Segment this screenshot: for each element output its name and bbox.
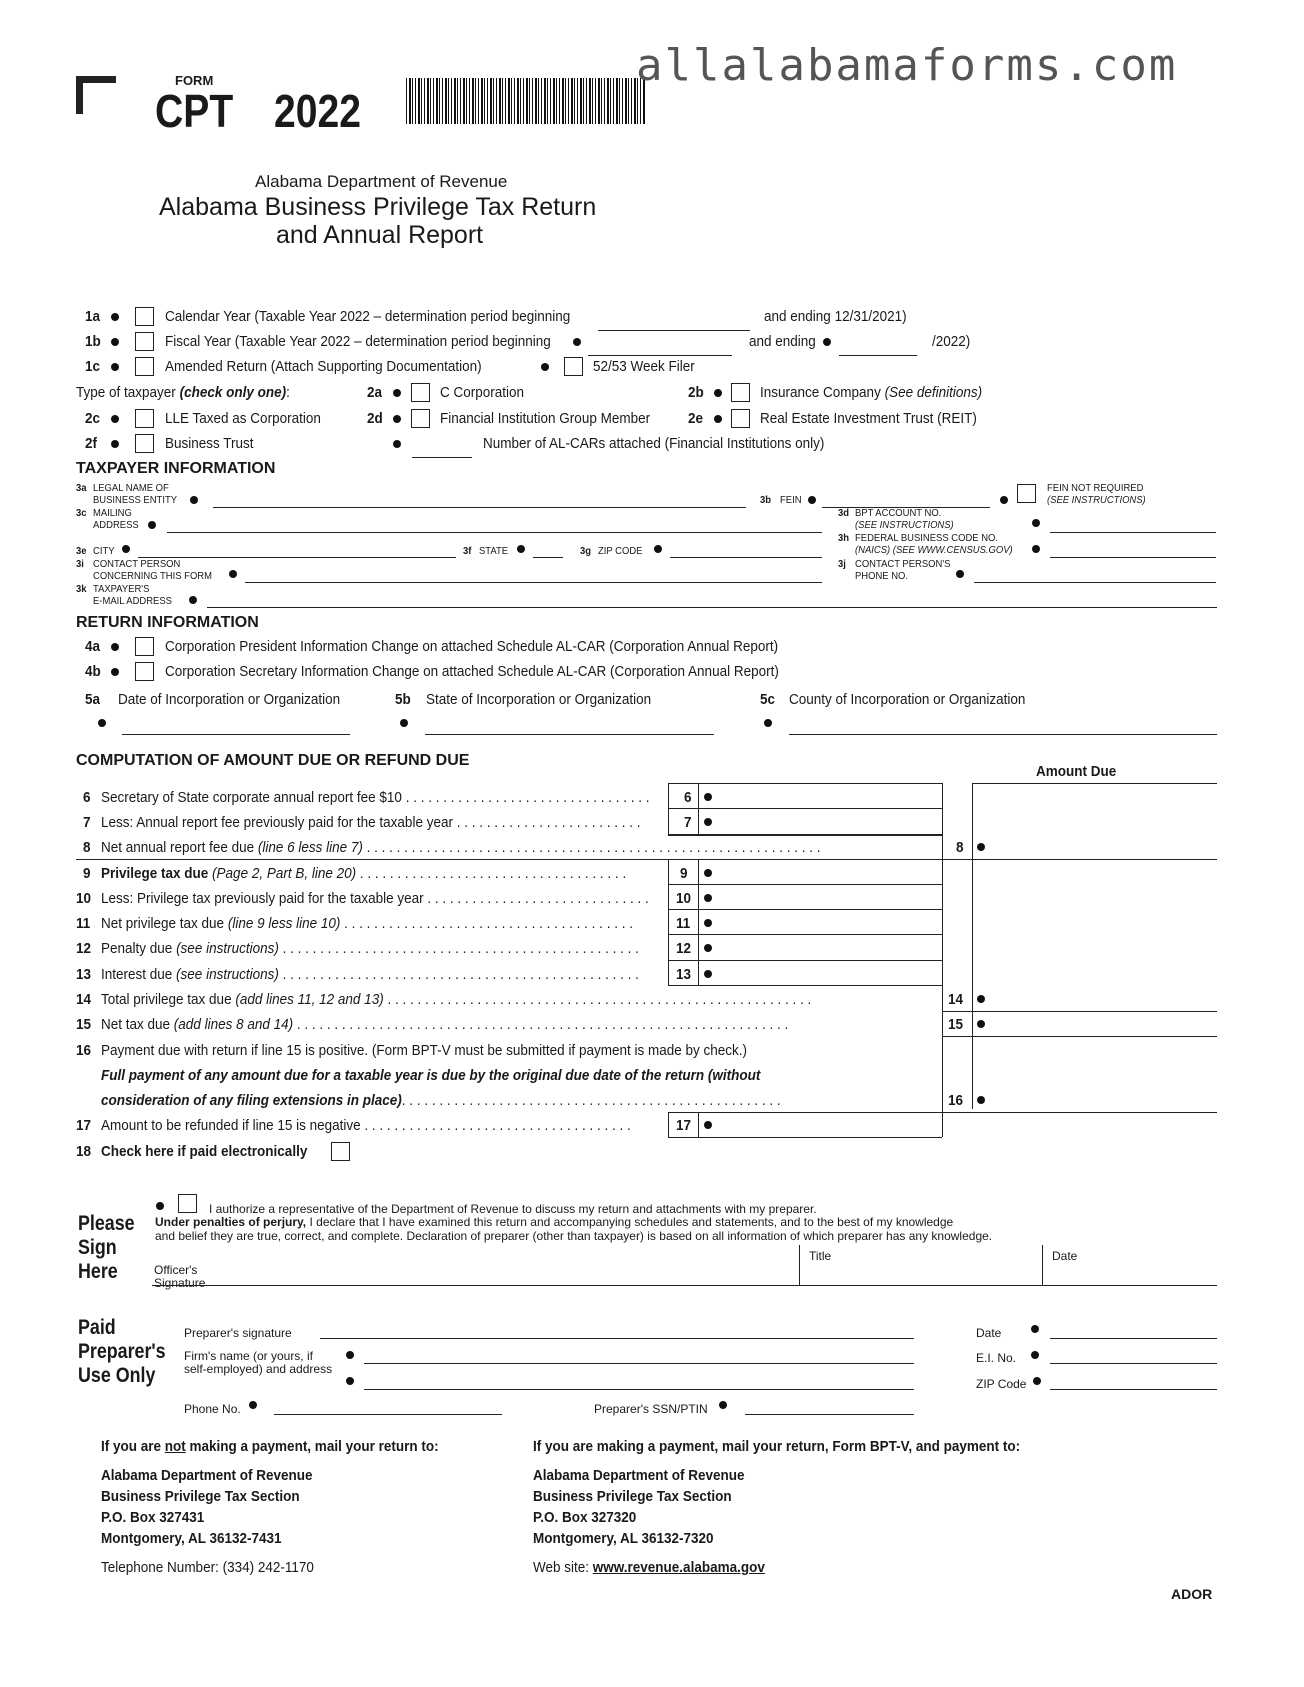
line-3d-label: 3d [838,507,850,519]
line-6-text: Secretary of State corporate annual report fee $10 . . . . . . . . . . . . . . . . . . . . . . . . . . . . . . . . . [101,789,650,806]
bullet [111,415,119,423]
bullet [704,1121,712,1129]
bullet [111,363,119,371]
preparer-sig-label: Preparer's signature [184,1326,292,1340]
line-9-amount-field[interactable] [716,860,940,883]
line-15-box-num: 15 [948,1016,964,1033]
line-16-text: Payment due with return if line 15 is positive. (Form BPT-V must be submitted if payment is made by check.) [101,1042,748,1059]
legal-name-label-2: BUSINESS ENTITY [93,494,178,506]
amended-return-checkbox[interactable] [135,357,154,376]
bullet [764,719,772,727]
email-label-2: E-MAIL ADDRESS [93,595,172,607]
line-2e-label: 2e [688,410,704,427]
bullet [400,719,408,727]
preparer-phone-label: Phone No. [184,1402,241,1416]
use-only-label: Use Only [78,1364,156,1387]
sign-label: Sign [78,1236,117,1259]
telephone-number: Telephone Number: (334) 242-1170 [101,1559,314,1576]
bullet [393,440,401,448]
table-rule [668,783,669,836]
form-code: CPT [155,85,234,137]
watermark: allalabamaforms.com [636,40,1178,91]
title-label: Title [809,1249,832,1263]
firm-label [184,1350,332,1376]
reit-text: Real Estate Investment Trust (REIT) [760,410,977,427]
web-site: Web site: www.revenue.alabama.gov [533,1559,765,1576]
financial-institution-text: Financial Institution Group Member [440,410,651,427]
line-8-box-num: 8 [956,839,964,856]
table-rule [942,1036,1217,1037]
return-info-heading: RETURN INFORMATION [76,614,259,631]
bullet [1000,496,1008,504]
line-12-num: 12 [76,940,92,957]
line-3i-label: 3i [76,558,84,570]
line-9-num: 9 [83,865,91,882]
line-12-text: Penalty due (see instructions) . . . . . . . . . . . . . . . . . . . . . . . . . . . . . . . . . . . . . . . . . . . . . . . . [101,940,639,957]
bullet [704,818,712,826]
no-payment-heading: If you are not making a payment, mail your return to: [101,1438,439,1455]
line-10-num: 10 [76,890,92,907]
please-sign-here [78,1212,135,1284]
bullet [1033,1377,1041,1385]
firm-label-2: self-employed) and address [184,1362,333,1376]
email-field[interactable] [207,607,1217,608]
fein-not-required-2: (SEE INSTRUCTIONS) [1047,494,1146,506]
preparer-zip-field[interactable] [1050,1389,1217,1390]
line-2a-label: 2a [367,384,383,401]
table-rule [972,783,973,1109]
bullet [704,970,712,978]
bullet [977,1096,985,1104]
mailing-address-field[interactable] [167,532,822,533]
preparer-date-label: Date [976,1326,1002,1340]
week-filer-checkbox[interactable] [564,357,583,376]
bullet [1031,1325,1039,1333]
fiscal-year-text: Fiscal Year (Taxable Year 2022 – determination period beginning [165,333,551,350]
authorize-preparer-checkbox[interactable] [178,1194,197,1213]
sign-line [152,1285,1217,1286]
table-rule [698,1112,699,1137]
insurance-company-text: Insurance Company (See definitions) [760,384,983,401]
contact-phone-field[interactable] [974,582,1216,583]
ein-label: E.I. No. [976,1351,1017,1365]
line-15-amount-field[interactable] [990,1012,1216,1035]
line-8-num: 8 [83,839,91,856]
email-label-1: TAXPAYER'S [93,583,150,595]
line-12-box-num: 12 [676,940,692,957]
preparer-sig-field[interactable] [320,1338,914,1339]
contact-field[interactable] [245,582,822,583]
address-line: P.O. Box 327320 [533,1509,637,1526]
city-field[interactable] [138,557,456,558]
bullet [956,570,964,578]
business-trust-text: Business Trust [165,435,254,452]
incorporation-state-label: State of Incorporation or Organization [426,691,652,708]
bpt-account-label-2: (SEE INSTRUCTIONS) [855,519,954,531]
bullet [111,440,119,448]
sign-date-label: Date [1052,1249,1078,1263]
perjury-text-2: and belief they are true, correct, and complete. Declaration of preparer (other than taxpayer) is based on all information of which preparer has any knowledge. [155,1229,993,1243]
form-year: 2022 [274,85,361,137]
line-5a-label: 5a [85,691,101,708]
line-10-box-num: 10 [676,890,692,907]
fein-not-required-checkbox[interactable] [1017,484,1036,503]
table-rule [698,783,699,836]
line-3h-label: 3h [838,532,850,544]
taxpayer-type-intro: Type of taxpayer (check only one): [76,384,290,401]
line-3a-label: 3a [76,482,87,494]
line-16-note-1: Full payment of any amount due for a taxable year is due by the original due date of the return (without [101,1067,761,1084]
line-11-num: 11 [76,915,91,932]
preparers-label: Preparer's [78,1340,166,1363]
firm-address-field[interactable] [364,1389,914,1390]
line-4b-label: 4b [85,663,101,680]
line-13-num: 13 [76,966,92,983]
reit-checkbox[interactable] [731,409,750,428]
preparer-zip-label: ZIP Code [976,1377,1027,1391]
incorporation-county-label: County of Incorporation or Organization [789,691,1026,708]
line-5b-label: 5b [395,691,411,708]
bullet [719,1401,727,1409]
bullet [517,545,525,553]
fiscal-begin-field[interactable] [588,355,732,356]
line-3c-label: 3c [76,507,87,519]
fiscal-year-checkbox[interactable] [135,332,154,351]
title-field[interactable] [802,1262,1040,1284]
officer-label-2: Signature [154,1276,206,1290]
please-label: Please [78,1212,135,1235]
line-17-text: Amount to be refunded if line 15 is negative . . . . . . . . . . . . . . . . . . . . . . . . . . . . . . . . . . . . [101,1117,631,1134]
bullet [1031,1351,1039,1359]
alcar-count-text: Number of AL-CARs attached (Financial Institutions only) [483,435,825,452]
line-6-amount-field[interactable] [716,784,940,807]
line-14-num: 14 [76,991,92,1008]
amended-return-text: Amended Return (Attach Supporting Documentation) [165,358,482,375]
line-8-text: Net annual report fee due (line 6 less line 7) . . . . . . . . . . . . . . . . . . . . . . . . . . . . . . . . . . . . . . . . . . . . . . . . . . . . . . . . . . . . . [101,839,821,856]
web-site-link[interactable]: www.revenue.alabama.gov [592,1559,765,1576]
line-12-amount-field[interactable] [716,935,940,958]
table-rule [668,859,669,986]
bullet [393,415,401,423]
bullet [714,415,722,423]
firm-label-1: Firm's name (or yours, if [184,1349,313,1363]
bullet [808,496,816,504]
contact-phone-label-2: PHONE NO. [855,570,909,582]
amount-due-heading: Amount Due [1036,763,1117,780]
c-corporation-text: C Corporation [440,384,525,401]
line-11-amount-field[interactable] [716,910,940,933]
line-13-amount-field[interactable] [716,961,940,984]
fiscal-end-field[interactable] [839,355,917,356]
line-2b-label: 2b [688,384,704,401]
week-filer-text: 52/53 Week Filer [593,358,695,375]
line-9-box-num: 9 [680,865,688,882]
line-17-box-num: 17 [676,1117,692,1134]
fiscal-year-suffix: /2022) [932,333,971,350]
period-begin-field[interactable] [598,330,750,331]
table-rule [942,783,943,1137]
form-label: FORM [175,73,214,88]
state-label: STATE [479,545,509,557]
computation-heading: COMPUTATION OF AMOUNT DUE OR REFUND DUE [76,752,470,769]
line-16-note-2: consideration of any filing extensions in place). . . . . . . . . . . . . . . . . . . . . . . . . . . . . . . . . . . . . . . . . . . . . . . . . . . [101,1092,781,1109]
preparer-ssn-label: Preparer's SSN/PTIN [594,1402,708,1416]
authorize-text: I authorize a representative of the Department of Revenue to discuss my return and attachments with my preparer. [209,1202,817,1216]
form-title-line1: Alabama Business Privilege Tax Return [159,193,597,221]
address-line: Business Privilege Tax Section [101,1488,300,1505]
ein-field[interactable] [1050,1363,1217,1364]
line-6-box-num: 6 [684,789,692,806]
line-2f-label: 2f [85,435,98,452]
line-18-text: Check here if paid electronically [101,1143,308,1160]
line-3e-label: 3e [76,545,87,557]
line-14-text: Total privilege tax due (add lines 11, 12 and 13) . . . . . . . . . . . . . . . . . . . . . . . . . . . . . . . . . . . . . . . . . . . . . . . . . . . . . . . . . [101,991,812,1008]
table-rule [972,783,1217,784]
paid-label: Paid [78,1316,116,1339]
payment-heading: If you are making a payment, mail your return, Form BPT-V, and payment to: [533,1438,1021,1455]
bullet [1032,519,1040,527]
line-17-amount-field[interactable] [716,1113,940,1136]
zip-label: ZIP CODE [598,545,643,557]
line-3j-label: 3j [838,558,846,570]
address-line: Business Privilege Tax Section [533,1488,732,1505]
fiscal-year-ending: and ending [749,333,816,350]
line-7-box-num: 7 [684,814,692,831]
bpt-account-field[interactable] [1050,532,1216,533]
paid-preparer-heading [78,1316,166,1388]
bullet [704,793,712,801]
preparer-date-field[interactable] [1050,1338,1217,1339]
bullet [704,894,712,902]
line-7-num: 7 [83,814,91,831]
line-4a-label: 4a [85,638,101,655]
address-line: Alabama Department of Revenue [101,1467,313,1484]
line-10-text: Less: Privilege tax previously paid for the taxable year . . . . . . . . . . . . . . . . . . . . . . . . . . . . . . [101,890,649,907]
address-line: Alabama Department of Revenue [533,1467,745,1484]
contact-label-1: CONTACT PERSON [93,558,181,570]
fein-not-required-1: FEIN NOT REQUIRED [1047,482,1144,494]
line-3f-label: 3f [463,545,472,557]
bullet [346,1351,354,1359]
line-2d-label: 2d [367,410,383,427]
no-payment-address [101,1465,313,1549]
mailing-label-1: MAILING [93,507,132,519]
financial-institution-checkbox[interactable] [411,409,430,428]
line-13-text: Interest due (see instructions) . . . . . . . . . . . . . . . . . . . . . . . . . . . . . . . . . . . . . . . . . . . . . . . . [101,966,639,983]
table-rule [668,834,942,836]
line-17-num: 17 [76,1117,92,1134]
bpt-account-label-1: BPT ACCOUNT NO. [855,507,942,519]
bullet [714,389,722,397]
table-rule [942,1112,1217,1113]
officer-label-1: Officer's [154,1263,198,1277]
payment-address [533,1465,745,1549]
contact-phone-label-1: CONTACT PERSON'S [855,558,951,570]
insurance-company-checkbox[interactable] [731,383,750,402]
line-18-num: 18 [76,1143,92,1160]
line-1a-label: 1a [85,308,101,325]
firm-name-field[interactable] [364,1363,914,1364]
address-line: Montgomery, AL 36132-7320 [533,1530,714,1547]
legal-name-label-1: LEGAL NAME OF [93,482,169,494]
bullet [156,1202,164,1210]
bullet [111,338,119,346]
city-label: CITY [93,545,115,557]
line-16-amount-field[interactable] [990,1087,1216,1110]
bullet [189,596,197,604]
incorporation-date-label: Date of Incorporation or Organization [118,691,341,708]
bullet [823,338,831,346]
mailing-label-2: ADDRESS [93,519,139,531]
naics-label-1: FEDERAL BUSINESS CODE NO. [855,532,999,544]
lle-text: LLE Taxed as Corporation [165,410,321,427]
taxpayer-info-heading: TAXPAYER INFORMATION [76,460,276,477]
business-trust-checkbox[interactable] [135,434,154,453]
bullet [98,719,106,727]
line-1b-label: 1b [85,333,101,350]
line-5c-label: 5c [760,691,776,708]
form-title-line2: and Annual Report [276,221,484,249]
officer-label [154,1264,205,1290]
legal-name-field[interactable] [213,507,746,508]
calendar-year-checkbox[interactable] [135,307,154,326]
line-9-text: Privilege tax due (Page 2, Part B, line 20) . . . . . . . . . . . . . . . . . . . . . . . . . . . . . . . . . . . . [101,865,627,882]
line-8-amount-field[interactable] [990,835,1216,858]
bullet [977,995,985,1003]
line-13-box-num: 13 [676,966,692,983]
president-change-checkbox[interactable] [135,637,154,656]
calendar-year-text: Calendar Year (Taxable Year 2022 – determination period beginning [165,308,571,325]
preparer-ssn-field[interactable] [745,1414,914,1415]
line-11-box-num: 11 [676,915,691,932]
bullet [111,313,119,321]
address-line: Montgomery, AL 36132-7431 [101,1530,282,1547]
table-rule [698,859,699,986]
table-rule [668,1137,942,1138]
address-line: P.O. Box 327431 [101,1509,205,1526]
here-label: Here [78,1260,118,1283]
incorporation-state-field[interactable] [425,734,714,735]
bullet [229,570,237,578]
line-15-num: 15 [76,1016,92,1033]
line-16-box-num: 16 [948,1092,964,1109]
bullet [977,1020,985,1028]
table-rule [668,1112,669,1137]
alcar-count-field[interactable] [412,457,472,458]
line-7-text: Less: Annual report fee previously paid for the taxable year . . . . . . . . . . . . . . . . . . . . . . . . . [101,814,641,831]
line-3b-label: 3b [760,494,772,506]
line-11-text: Net privilege tax due (line 9 less line 10) . . . . . . . . . . . . . . . . . . . . . . . . . . . . . . . . . . . . . . . [101,915,633,932]
line-10-amount-field[interactable] [716,885,940,908]
preparer-phone-field[interactable] [274,1414,502,1415]
fein-label: FEIN [780,494,802,506]
sign-divider [799,1245,800,1285]
incorporation-date-field[interactable] [122,734,350,735]
line-15-text: Net tax due (add lines 8 and 14) . . . . . . . . . . . . . . . . . . . . . . . . . . . . . . . . . . . . . . . . . . . . . . . . . . . . . . . . . . . . . . . . . . [101,1016,789,1033]
bullet [393,389,401,397]
bullet [346,1377,354,1385]
naics-field[interactable] [1050,557,1216,558]
officer-signature-field[interactable] [210,1244,796,1284]
perjury-text-1: Under penalties of perjury, I declare that I have examined this return and accompanying schedules and statements, and to the best of my knowledge [155,1215,954,1229]
paid-electronically-checkbox[interactable] [331,1142,350,1161]
bullet [111,668,119,676]
president-change-text: Corporation President Information Change on attached Schedule AL-CAR (Corporation Annual Report) [165,638,779,655]
secretary-change-checkbox[interactable] [135,662,154,681]
line-6-num: 6 [83,789,91,806]
lle-checkbox[interactable] [135,409,154,428]
bullet [977,843,985,851]
bullet [1032,545,1040,553]
secretary-change-text: Corporation Secretary Information Change on attached Schedule AL-CAR (Corporation Annual Report) [165,663,779,680]
bullet [249,1401,257,1409]
footer-ador: ADOR [1171,1586,1213,1602]
calendar-year-ending: and ending 12/31/2021) [764,308,907,325]
barcode [406,78,646,124]
bullet [573,338,581,346]
bullet [190,496,198,504]
bullet [654,545,662,553]
sign-divider [1042,1245,1043,1285]
line-1c-label: 1c [85,358,101,375]
line-3k-label: 3k [76,583,87,595]
line-3g-label: 3g [580,545,592,557]
incorporation-county-field[interactable] [789,734,1217,735]
zip-field[interactable] [670,557,822,558]
bullet [122,545,130,553]
bullet [148,521,156,529]
line-2c-label: 2c [85,410,101,427]
bullet [704,919,712,927]
table-rule [76,859,1217,860]
corner-mark [76,76,116,114]
department-name: Alabama Department of Revenue [255,172,508,191]
contact-label-2: CONCERNING THIS FORM [93,570,213,582]
naics-label-2: (NAICS) (SEE WWW.CENSUS.GOV) [855,544,1013,556]
line-7-amount-field[interactable] [716,809,940,832]
bullet [111,643,119,651]
line-16-num: 16 [76,1042,92,1059]
bullet [704,944,712,952]
bullet [704,869,712,877]
state-field[interactable] [533,557,563,558]
line-14-amount-field[interactable] [990,986,1216,1009]
bullet [541,363,549,371]
sign-date-field[interactable] [1045,1262,1215,1284]
line-14-box-num: 14 [948,991,964,1008]
c-corporation-checkbox[interactable] [411,383,430,402]
table-rule [668,985,942,986]
